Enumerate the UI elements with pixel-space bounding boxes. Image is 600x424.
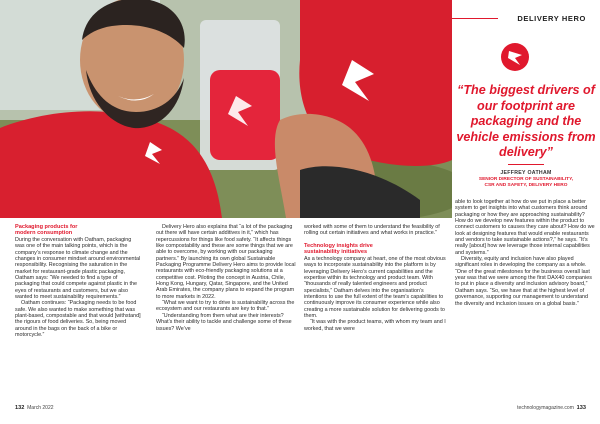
quote-divider [508, 164, 544, 165]
subheading [304, 243, 447, 256]
article-column-4 [455, 199, 597, 307]
footer-left [15, 405, 54, 411]
attribution-title-line: SENIOR DIRECTOR OF SUSTAINABILITY, [478, 177, 574, 182]
quote-attribution-title [456, 177, 596, 190]
article-column-2 [156, 224, 296, 332]
body-paragraph: As a technology company at heart, one of the most obvious ways to incorporate sustainability into the platform is by leveraging Delivery Hero’s current capabilities and the expertise within its technology and product team. With “thousands of really talented engineers and product specialists,” Oatham delves into the organisation’s intentions to use the full extent of the team’s capabilities to continuously improve its consumer experience while also creating a more sustainable solution for delivering goods to them. [304, 255, 446, 319]
quote-attribution-name: JEFFREY OATHAM [500, 170, 552, 176]
body-paragraph: “It was with the product teams, with whom my team and I worked, that we were [304, 319, 446, 332]
body-paragraph: Oatham continues: “Packaging needs to be food safe. We also wanted to make something that was plant-based, compostable and that would [withstand] the rigours of food deliveries. So, being moved around in the bags on the back of a bike or motorcycle.” [15, 300, 141, 338]
body-paragraph: “Understanding from them what are their interests? What’s their ability to tackle and challenge some of these issues? We’ve [156, 312, 292, 332]
body-paragraph: During the conversation with Oatham, packaging was one of the main talking points, which is the company’s response to climate change and the changes in consumer mindset around environmental responsibility. Recognising the saturation in the market for restaurant-grade plastic packaging, Oatham says: “We needed to find a type of packaging that could compete against plastic in the eyes of restaurants and customers, but we also wanted to meet sustainability requirements.” [15, 236, 141, 300]
attribution-title-line: CSR AND SAFETY, DELIVERY HERO [484, 183, 568, 189]
body-paragraph: Delivery Hero also explains that “a lot of the packaging out there will have certain additives in it,” which has repercussions for things like food safety. “It affects things like compostability and these are some things that we are able to overcome, by working with our packaging partners.” By launching its own global Sustainable Packaging Programme Delivery Hero aims to provide local restaurants with eco-friendly packaging solutions at a competitive cost. Piloting the concept in Austria, Chile, Hong Kong, Hungary, Qatar, Singapore, and the United Arab Emirates, the company plans to expand the program to more markets in 2022. [156, 224, 296, 300]
body-paragraph: Diversity, equity and inclusion have also played significant roles in developing the company as a whole. “One of the great milestones for the business overall last year was that we were among the first DAX40 companies to put in place a diversity and inclusion advisory board,” Oatham says. “So, we have that at the highest level of governance, supporting our management to understand the diversity and inclusion issues on a global basis.” [455, 256, 592, 307]
team-photo-icon [0, 0, 452, 218]
issue-date: March 2022 [27, 405, 54, 411]
body-paragraph: worked with some of them to understand the feasibility of rolling out certain initiatives and what works in practice.” [304, 224, 440, 237]
header-rule [452, 18, 498, 19]
subheading-line: modern consumption [15, 230, 73, 237]
subheading [15, 224, 142, 237]
team-photo [0, 0, 452, 218]
section-label: DELIVERY HERO [517, 14, 586, 23]
article-column-3 [304, 224, 447, 332]
footer-right [517, 405, 586, 411]
subheading-line: Packaging products for [15, 224, 78, 230]
subheading-line: sustainability initiatives [304, 249, 368, 256]
body-paragraph: “What we want to try to drive is sustainability across the ecosystem and our restaurants are key to that.” [156, 300, 295, 313]
delivery-hero-logo-icon [500, 42, 530, 72]
site-url[interactable]: technologymagazine.com [517, 405, 574, 411]
subheading-line: Technology insights drive [304, 243, 373, 250]
pull-quote: “The biggest drivers of our footprint are packaging and the vehicle emissions from delivery” [456, 83, 596, 159]
article-column-1 [15, 224, 142, 338]
body-paragraph: able to look together at how do we put in place a better system to get insights into what customers think around packaging or how they are approaching sustainability? How do we develop new features within the product to connect customers to causes they care about? How do we look at designing features that would enable restaurants and vendors to take sustainable actions?,” he says. “It’s really [about] how we leverage those internal capabilities and systems.” [455, 199, 595, 256]
page-number: 133 [576, 405, 586, 411]
page-number: 132 [15, 405, 25, 411]
